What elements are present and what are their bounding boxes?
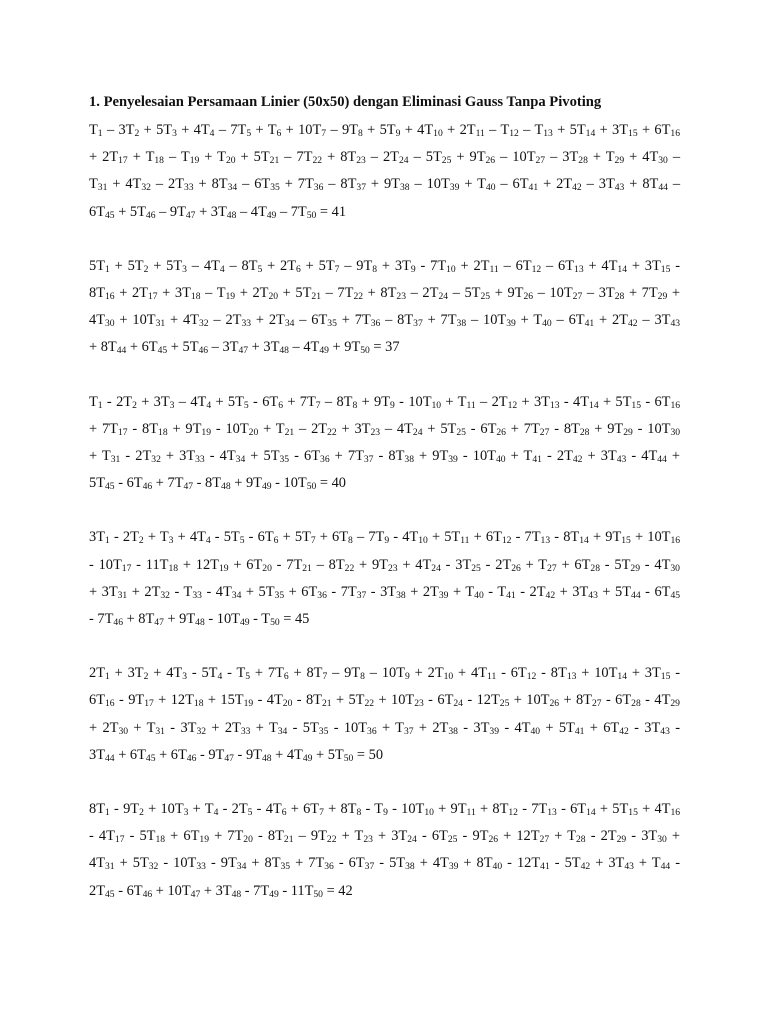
equation-line: $3T_1 - 2T_2 + T_3 + 4T_4 - 5T_5 - 6T_6 + 5T_7 + 6T_8 - 7T_9 - 4T_{10} + 5T_{11} + 6T_{12} - 7T_{13} - 8T_{14} + 9T_{15} + 10T_{16}$ bbox=[89, 529, 681, 547]
equation-2 bbox=[89, 253, 680, 362]
equation-4 bbox=[89, 524, 680, 633]
equation-line: $5T_1 + 5T_2 + 5T_3 - 4T_4 - 8T_5 + 2T_6 + 5T_7 - 9T_8 + 3T_9 - 7T_{10} + 2T_{11} - 6T_{12} - 6T_{13} + 4T_{14} + 3T_{15}$ - bbox=[89, 257, 681, 275]
equation-line: $8T_{16} + 2T_{17} + 3T_{18} - T_{19} + 2T_{20} + 5T_{21} - 7T_{22} + 8T_{23} - 2T_{24} - 5T_{25} + 9T_{26} - 10T_{27} - 3T_{28} + 7T_{29}$ + bbox=[89, 285, 681, 303]
equation-1 bbox=[89, 117, 680, 226]
equation-line: $8T_1 - 9T_2 + 10T_3 + T_4 - 2T_5 - 4T_6 + 6T_7 + 8T_8 - T_9 - 10T_{10} + 9T_{11} + 8T_{12} - 7T_{13} - 6T_{14} + 5T_{15} + 4T_{16}$ bbox=[89, 801, 681, 819]
equation-line: + $3T_{31} + 2T_{32} - T_{33} - 4T_{34} + 5T_{35} + 6T_{36} - 7T_{37} - 3T_{38} + 2T_{39} + T_{40} - T_{41} - 2T_{42} + 3T_{43} + 5T_{44} - 6T_{45}$ bbox=[89, 583, 681, 601]
document-heading: 1. Penyelesaian Persamaan Linier (50x50) dengan Eliminasi Gauss Tanpa Pivoting bbox=[89, 94, 602, 110]
equation-line: $4T_{30} + 10T_{31} + 4T_{32} - 2T_{33} + 2T_{34} - 6T_{35} + 7T_{36} - 8T_{37} + 7T_{38} - 10T_{39} + T_{40} - 6T_{41} + 2T_{42} - 3T_{43}$ bbox=[89, 312, 681, 330]
equation-line: $3T_{44} + 6T_{45} + 6T_{46} - 9T_{47} - 9T_{48} + 4T_{49} + 5T_{50} = 50$ bbox=[89, 746, 384, 764]
equation-5 bbox=[89, 660, 680, 769]
equation-6 bbox=[89, 796, 680, 905]
equation-line: - $4T_{17} - 5T_{18} + 6T_{19} + 7T_{20} - 8T_{21} - 9T_{22} + T_{23} + 3T_{24} - 6T_{25} - 9T_{26} + 12T_{27} + T_{28} - 2T_{29} - 3T_{30}$ + bbox=[89, 828, 681, 846]
equation-line: + $8T_{44} + 6T_{45} + 5T_{46} - 3T_{47} + 3T_{48} - 4T_{49} + 9T_{50} = 37$ bbox=[89, 339, 400, 357]
equation-3 bbox=[89, 389, 680, 498]
equation-line: $5T_{45} - 6T_{46} + 7T_{47} - 8T_{48} + 9T_{49} - 10T_{50} = 40$ bbox=[89, 475, 346, 493]
equation-line: + $T_{31} - 2T_{32} + 3T_{33} - 4T_{34} + 5T_{35} - 6T_{36} + 7T_{37} - 8T_{38} + 9T_{39} - 10T_{40} + T_{41} - 2T_{42} + 3T_{43} - 4T_{44}$ + bbox=[89, 448, 681, 466]
equation-line: - $7T_{46} + 8T_{47} + 9T_{48} - 10T_{49} - T_{50} = 45$ bbox=[89, 611, 310, 629]
equation-line: + $7T_{17} - 8T_{18} + 9T_{19} - 10T_{20} + T_{21} - 2T_{22} + 3T_{23} - 4T_{24} + 5T_{25} - 6T_{26} + 7T_{27} - 8T_{28} + 9T_{29} - 10T_{30}$ bbox=[89, 420, 681, 438]
equation-line: $4T_{31} + 5T_{32} - 10T_{33} - 9T_{34} + 8T_{35} + 7T_{36} - 6T_{37} - 5T_{38} + 4T_{39} + 8T_{40} - 12T_{41} - 5T_{42} + 3T_{43} + T_{44}$ - bbox=[89, 855, 680, 873]
equation-line: $T_{31} + 4T_{32} - 2T_{33} + 8T_{34} - 6T_{35} + 7T_{36} - 8T_{37} + 9T_{38} - 10T_{39} + T_{40} - 6T_{41} + 2T_{42} - 3T_{43} + 8T_{44}$ – bbox=[89, 176, 681, 194]
equation-line: $2T_{45} - 6T_{46} + 10T_{47} + 3T_{48} - 7T_{49} - 11T_{50} = 42$ bbox=[89, 882, 353, 900]
equation-line: $6T_{45} + 5T_{46} - 9T_{47} + 3T_{48} - 4T_{49} - 7T_{50} = 41$ bbox=[89, 203, 347, 221]
equation-line: + $2T_{17} + T_{18} - T_{19} + T_{20} + 5T_{21} - 7T_{22} + 8T_{23} - 2T_{24} - 5T_{25} + 9T_{26} - 10T_{27} - 3T_{28} + T_{29} + 4T_{30}$ – bbox=[89, 149, 681, 167]
equation-line: $2T_1 + 3T_2 + 4T_3 - 5T_4 - T_5 + 7T_6 + 8T_7 - 9T_8 - 10T_9 + 2T_{10} + 4T_{11} - 6T_{12} - 8T_{13} + 10T_{14} + 3T_{15}$ - bbox=[89, 665, 681, 683]
equation-line: $T_1 - 2T_2 + 3T_3 - 4T_4 + 5T_5 - 6T_6 + 7T_7 - 8T_8 + 9T_9 - 10T_{10} + T_{11} - 2T_{12} + 3T_{13} - 4T_{14} + 5T_{15} - 6T_{16}$ bbox=[89, 393, 681, 411]
equation-line: + $2T_{30} + T_{31} - 3T_{32} + 2T_{33} + T_{34} - 5T_{35} - 10T_{36} + T_{37} + 2T_{38} - 3T_{39} - 4T_{40} + 5T_{41} + 6T_{42} - 3T_{43}$ - bbox=[89, 719, 681, 737]
equation-line: $T_1 - 3T_2 + 5T_3 + 4T_4 - 7T_5 + T_6 + 10T_7 - 9T_8 + 5T_9 + 4T_{10} + 2T_{11} - T_{12} - T_{13} + 5T_{14} + 3T_{15} + 6T_{16}$ bbox=[89, 122, 681, 139]
equation-line: - $10T_{17} - 11T_{18} + 12T_{19} + 6T_{20} - 7T_{21} - 8T_{22} + 9T_{23} + 4T_{24} - 3T_{25} - 2T_{26} + T_{27} + 6T_{28} - 5T_{29} - 4T_{30}$ bbox=[89, 556, 680, 574]
equation-line: $6T_{16} - 9T_{17} + 12T_{18} + 15T_{19} - 4T_{20} - 8T_{21} + 5T_{22} + 10T_{23} - 6T_{24} - 12T_{25} + 10T_{26} + 8T_{27} - 6T_{28} - 4T_{29}$ bbox=[89, 692, 680, 710]
